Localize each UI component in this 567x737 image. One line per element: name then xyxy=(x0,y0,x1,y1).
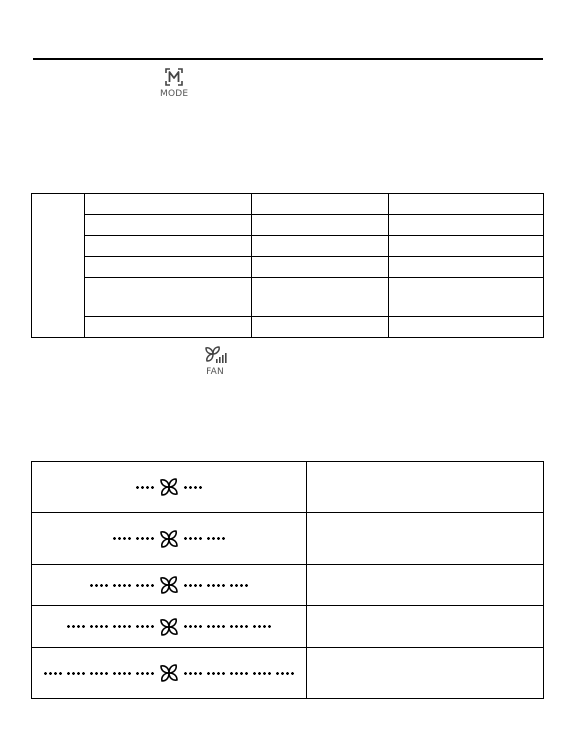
table-cell xyxy=(389,317,544,338)
fan-icon xyxy=(159,617,179,637)
speed-segment xyxy=(89,624,109,629)
speed-segment xyxy=(206,624,226,629)
speed-dots xyxy=(183,624,272,629)
mode-m-icon xyxy=(163,66,185,88)
fan-level-cell xyxy=(32,565,307,606)
speed-segment xyxy=(135,624,155,629)
fan-speed-indicator xyxy=(89,575,249,595)
fan-speed-indicator xyxy=(112,529,226,549)
speed-segment xyxy=(229,671,249,676)
speed-dots xyxy=(183,583,249,588)
speed-segment xyxy=(252,671,272,676)
speed-segment xyxy=(229,624,249,629)
fan-label: FAN xyxy=(206,367,224,377)
speed-dots xyxy=(112,536,155,541)
table-cell xyxy=(84,317,251,338)
speed-segment xyxy=(135,671,155,676)
speed-segment xyxy=(183,671,203,676)
fan-speed-table xyxy=(31,461,544,699)
table-cell xyxy=(389,236,544,257)
speed-dots xyxy=(183,671,295,676)
speed-segment xyxy=(183,624,203,629)
table-cell xyxy=(251,257,389,278)
speed-segment xyxy=(206,583,226,588)
fan-speed-indicator xyxy=(66,617,272,637)
speed-segment xyxy=(43,671,63,676)
speed-segment xyxy=(229,583,249,588)
speed-segment xyxy=(183,536,203,541)
speed-segment xyxy=(112,671,132,676)
table-cell xyxy=(32,194,85,338)
table-cell xyxy=(84,194,251,215)
table-row xyxy=(32,513,544,565)
table-cell xyxy=(84,278,251,317)
table-cell xyxy=(84,215,251,236)
table-cell xyxy=(84,257,251,278)
table-cell xyxy=(306,462,543,513)
table-cell xyxy=(389,194,544,215)
fan-speed-indicator xyxy=(135,477,203,497)
table-row xyxy=(32,236,544,257)
table-row xyxy=(32,606,544,648)
speed-segment xyxy=(112,536,132,541)
speed-segment xyxy=(135,485,155,490)
speed-dots xyxy=(89,583,155,588)
horizontal-rule xyxy=(33,58,543,60)
speed-segment xyxy=(206,536,226,541)
table-row xyxy=(32,317,544,338)
mode-table xyxy=(31,193,544,338)
speed-segment xyxy=(135,583,155,588)
speed-dots xyxy=(183,536,226,541)
speed-segment xyxy=(206,671,226,676)
table-cell xyxy=(389,278,544,317)
table-row xyxy=(32,278,544,317)
table-cell xyxy=(251,278,389,317)
table-cell xyxy=(251,194,389,215)
table-cell xyxy=(251,236,389,257)
table-row xyxy=(32,462,544,513)
table-cell xyxy=(306,648,543,699)
speed-segment xyxy=(183,583,203,588)
mode-button[interactable] xyxy=(160,66,188,99)
table-row xyxy=(32,257,544,278)
fan-icon xyxy=(159,575,179,595)
table-cell xyxy=(306,606,543,648)
speed-segment xyxy=(135,536,155,541)
speed-segment xyxy=(183,485,203,490)
table-row xyxy=(32,648,544,699)
speed-dots xyxy=(43,671,155,676)
mode-label: MODE xyxy=(160,89,189,99)
speed-dots xyxy=(183,485,203,490)
table-cell xyxy=(389,257,544,278)
speed-segment xyxy=(112,624,132,629)
speed-dots xyxy=(66,624,155,629)
table-row xyxy=(32,194,544,215)
speed-segment xyxy=(252,624,272,629)
table-cell xyxy=(306,565,543,606)
fan-icon xyxy=(159,477,179,497)
table-cell xyxy=(306,513,543,565)
fan-level-cell xyxy=(32,462,307,513)
speed-segment xyxy=(275,671,295,676)
table-row xyxy=(32,565,544,606)
fan-icon xyxy=(159,529,179,549)
table-cell xyxy=(251,317,389,338)
fan-level-cell xyxy=(32,648,307,699)
fan-speed-icon xyxy=(203,344,227,366)
fan-icon xyxy=(159,663,179,683)
fan-speed-indicator xyxy=(43,663,295,683)
speed-segment xyxy=(66,624,86,629)
speed-segment xyxy=(89,583,109,588)
fan-level-cell xyxy=(32,513,307,565)
table-row xyxy=(32,215,544,236)
fan-level-cell xyxy=(32,606,307,648)
table-cell xyxy=(251,215,389,236)
speed-segment xyxy=(112,583,132,588)
speed-segment xyxy=(66,671,86,676)
speed-dots xyxy=(135,485,155,490)
fan-button[interactable] xyxy=(203,344,227,377)
table-cell xyxy=(84,236,251,257)
table-cell xyxy=(389,215,544,236)
speed-segment xyxy=(89,671,109,676)
